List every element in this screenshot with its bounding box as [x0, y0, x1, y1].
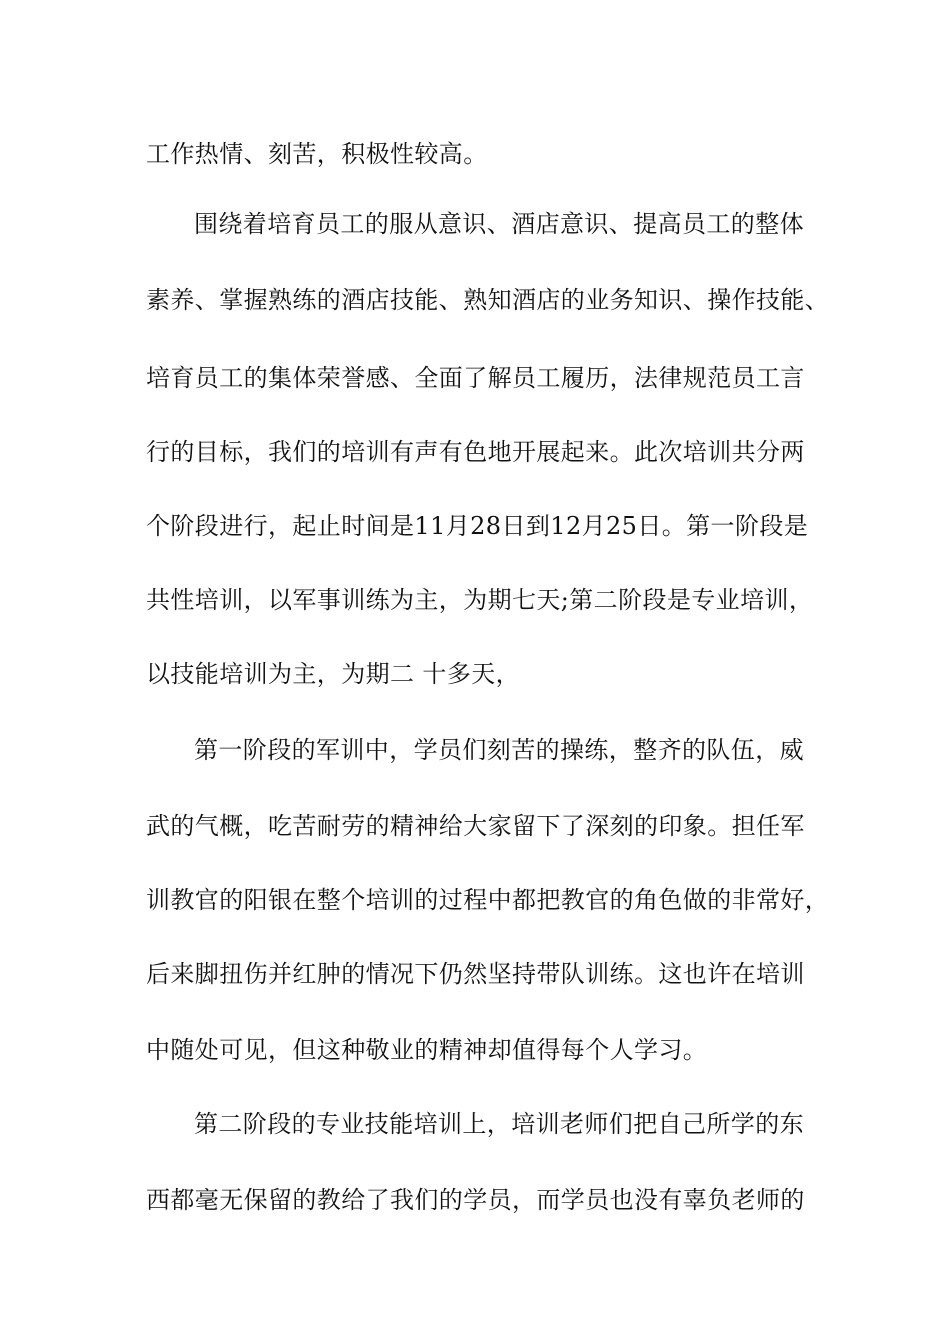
text-line: 工作热情、刻苦，积极性较高。 [146, 140, 488, 168]
text-line: 训教官的阳银在整个培训的过程中都把教官的角色做的非常好， [146, 886, 830, 914]
text-line: 以技能培训为主，为期二 十多天， [146, 660, 521, 688]
text-line: 共性培训，以军事训练为主，为期七天;第二阶段是专业培训， [146, 586, 814, 614]
text-line: 行的目标，我们的培训有声有色地开展起来。此次培训共分两 [146, 438, 805, 466]
text-line: 素养、掌握熟练的酒店技能、熟知酒店的业务知识、操作技能、 [146, 286, 830, 314]
paragraph-first-line: 第二阶段的专业技能培训上，培训老师们把自己所学的东 [194, 1110, 804, 1138]
paragraph-first-line: 第一阶段的军训中，学员们刻苦的操练，整齐的队伍，威 [194, 736, 804, 764]
text-line: 后来脚扭伤并红肿的情况下仍然坚持带队训练。这也许在培训 [146, 960, 805, 988]
text-line: 中随处可见，但这种敬业的精神却值得每个人学习。 [146, 1036, 708, 1064]
text-line: 武的气概，吃苦耐劳的精神给大家留下了深刻的印象。担任军 [146, 812, 805, 840]
paragraph-first-line: 围绕着培育员工的服从意识、酒店意识、提高员工的整体 [194, 210, 804, 238]
text-line: 个阶段进行，起止时间是11月28日到12月25日。第一阶段是 [146, 512, 809, 540]
text-line: 培育员工的集体荣誉感、全面了解员工履历，法律规范员工言 [146, 364, 805, 392]
text-line: 西都毫无保留的教给了我们的学员，而学员也没有辜负老师的 [146, 1186, 805, 1214]
